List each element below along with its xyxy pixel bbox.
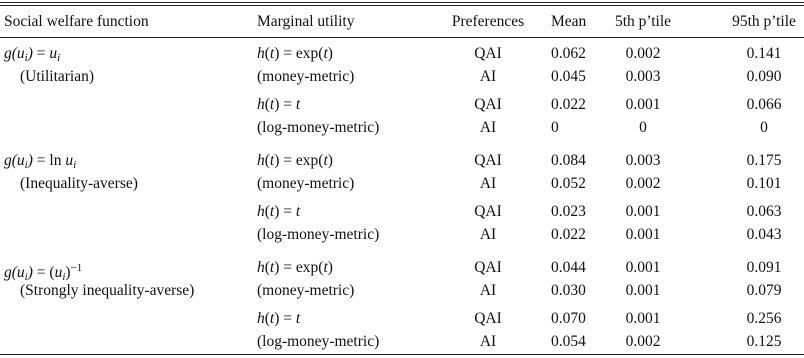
marginal-utility-cell: h(t) = exp(t) bbox=[257, 152, 333, 169]
mean-cell: 0.022 bbox=[551, 226, 586, 243]
marginal-utility-cell: (money-metric) bbox=[257, 282, 355, 299]
swf-name-2: (Inequality-averse) bbox=[20, 175, 138, 192]
mean-cell: 0 bbox=[551, 119, 559, 136]
mean-cell: 0.022 bbox=[551, 96, 586, 113]
marginal-utility-cell: h(t) = t bbox=[257, 310, 301, 327]
mean-cell: 0.062 bbox=[551, 45, 586, 62]
marginal-utility-cell: h(t) = t bbox=[257, 96, 301, 113]
marginal-utility-cell: (money-metric) bbox=[257, 68, 355, 85]
mean-cell: 0.023 bbox=[551, 203, 586, 220]
marginal-utility-cell: h(t) = exp(t) bbox=[257, 45, 333, 62]
marginal-utility-cell: h(t) = exp(t) bbox=[257, 259, 333, 276]
mean-cell: 0.070 bbox=[551, 310, 586, 327]
marginal-utility-cell: (log-money-metric) bbox=[257, 119, 380, 136]
header-mean: Mean bbox=[551, 13, 587, 30]
top-rule-1 bbox=[0, 2, 804, 3]
swf-name-1: (Utilitarian) bbox=[20, 68, 95, 85]
swf-formula-2: g(ui) = ln ui bbox=[4, 152, 77, 171]
swf-formula-1: g(ui) = ui bbox=[4, 45, 61, 64]
mean-cell: 0.084 bbox=[551, 152, 586, 169]
swf-name-3: (Strongly inequality-averse) bbox=[20, 282, 195, 299]
marginal-utility-cell: (log-money-metric) bbox=[257, 226, 380, 243]
marginal-utility-cell: (money-metric) bbox=[257, 175, 355, 192]
mean-cell: 0.044 bbox=[551, 259, 586, 276]
header-swf: Social welfare function bbox=[4, 13, 149, 30]
swf-formula-3: g(ui) = (ui)$^{-1}$ bbox=[4, 262, 83, 283]
marginal-utility-cell: (log-money-metric) bbox=[257, 333, 380, 350]
header-rule bbox=[0, 37, 804, 38]
top-rule-2 bbox=[0, 5, 804, 6]
mean-cell: 0.054 bbox=[551, 333, 586, 350]
mean-cell: 0.052 bbox=[551, 175, 586, 192]
mean-cell: 0.030 bbox=[551, 282, 586, 299]
header-marginal-utility: Marginal utility bbox=[257, 13, 355, 30]
bottom-rule bbox=[0, 354, 804, 355]
mean-cell: 0.045 bbox=[551, 68, 586, 85]
marginal-utility-cell: h(t) = t bbox=[257, 203, 301, 220]
